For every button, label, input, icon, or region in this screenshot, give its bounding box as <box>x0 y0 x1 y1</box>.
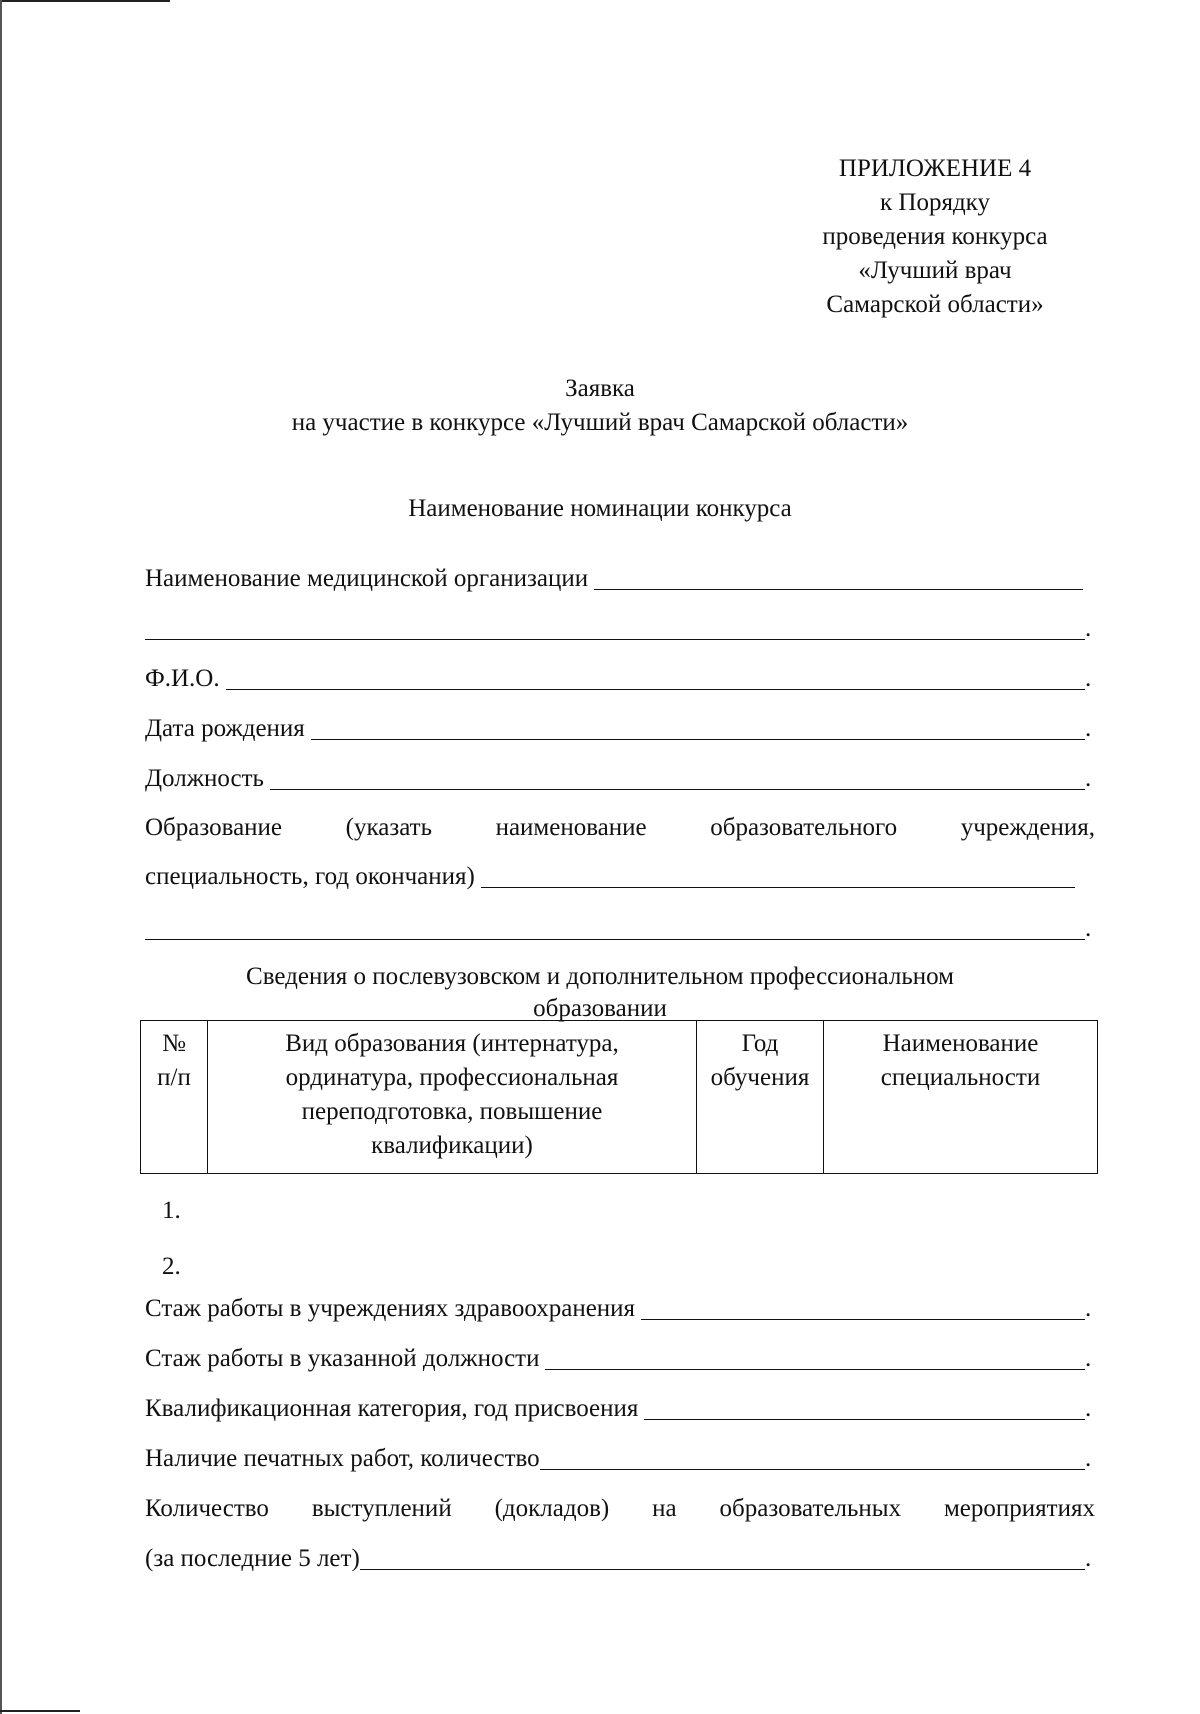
fio-input-line[interactable] <box>226 667 1085 690</box>
header-text: № <box>162 1030 186 1057</box>
category-label: Квалификационная категория, год присвоения <box>145 1395 639 1422</box>
header-text: Наименование <box>882 1030 1039 1057</box>
education-label-line <box>145 813 1095 843</box>
header-text: переподготовка, повышение <box>301 1098 603 1125</box>
appendix-line: проведения конкурса <box>822 223 1048 250</box>
talks-word: Количество <box>145 1495 269 1522</box>
publications-label: Наличие печатных работ, количество <box>145 1445 540 1472</box>
header-text: Вид образования (интернатура, <box>285 1030 619 1057</box>
category-input-line[interactable] <box>644 1397 1085 1420</box>
postgrad-heading: Сведения о послевузовском и дополнительном профессиональном <box>246 963 954 990</box>
education-field[interactable] <box>145 860 1095 892</box>
document-title: Заявка <box>565 375 635 402</box>
col-num-header <box>141 1021 208 1174</box>
appendix-block <box>780 152 1090 322</box>
col-type-header <box>208 1021 697 1174</box>
education-word: образовательного <box>710 814 898 841</box>
education-input-line[interactable] <box>481 865 1075 888</box>
organization-field[interactable] <box>145 562 1095 594</box>
education-label: специальность, год окончания) <box>145 863 475 890</box>
line-end-dot: . <box>1085 1445 1092 1472</box>
postgrad-table <box>140 1020 1098 1174</box>
education-word: (указать <box>345 814 432 841</box>
line-end-dot: . <box>1085 765 1092 792</box>
education-input-line-2[interactable] <box>145 917 1085 940</box>
fio-label: Ф.И.О. <box>145 665 220 692</box>
talks-label: (за последние 5 лет) <box>145 1545 360 1572</box>
organization-input-line-2[interactable] <box>145 617 1085 640</box>
organization-field-continuation[interactable] <box>145 612 1095 644</box>
appendix-title: ПРИЛОЖЕНИЕ 4 <box>838 155 1032 182</box>
col-year-header <box>697 1021 824 1174</box>
publications-field[interactable] <box>145 1442 1095 1474</box>
organization-input-line[interactable] <box>594 567 1083 590</box>
position-field[interactable] <box>145 762 1095 794</box>
talks-input-line[interactable] <box>360 1547 1085 1570</box>
talks-field[interactable] <box>145 1542 1095 1574</box>
talks-word: образовательных <box>719 1495 902 1522</box>
document-subtitle: на участие в конкурсе «Лучший врач Самарской области» <box>291 409 909 436</box>
education-word: Образование <box>145 814 283 841</box>
line-end-dot: . <box>1085 615 1092 642</box>
scan-edge-left <box>0 0 2 1714</box>
scan-edge-top <box>0 0 170 2</box>
talks-word: выступлений <box>311 1495 452 1522</box>
fio-field[interactable] <box>145 662 1095 694</box>
health-experience-input-line[interactable] <box>641 1297 1085 1320</box>
position-input-line[interactable] <box>270 767 1085 790</box>
table-header-row <box>141 1021 1098 1174</box>
line-end-dot: . <box>1085 715 1092 742</box>
birthdate-field[interactable] <box>145 712 1095 744</box>
category-field[interactable] <box>145 1392 1095 1424</box>
health-experience-label: Стаж работы в учреждениях здравоохранения <box>145 1295 636 1322</box>
education-word: наименование <box>495 814 647 841</box>
header-text: обучения <box>710 1064 810 1091</box>
birthdate-label: Дата рождения <box>145 715 305 742</box>
position-experience-field[interactable] <box>145 1342 1095 1374</box>
appendix-line: Самарской области» <box>826 291 1044 318</box>
health-experience-field[interactable] <box>145 1292 1095 1324</box>
position-experience-input-line[interactable] <box>545 1347 1085 1370</box>
line-end-dot: . <box>1085 1545 1092 1572</box>
line-end-dot: . <box>1085 915 1092 942</box>
header-text: ординатура, профессиональная <box>285 1064 619 1091</box>
line-end-dot: . <box>1085 1295 1092 1322</box>
position-label: Должность <box>145 765 264 792</box>
position-experience-label: Стаж работы в указанной должности <box>145 1345 540 1372</box>
col-specialty-header <box>824 1021 1098 1174</box>
talks-word: (докладов) <box>494 1495 610 1522</box>
list-item: 1. <box>162 1197 181 1224</box>
appendix-line: к Порядку <box>880 189 990 216</box>
talks-word: на <box>652 1495 677 1522</box>
header-text: квалификации) <box>371 1132 533 1159</box>
header-text: Год <box>741 1030 779 1057</box>
education-word: учреждения, <box>960 814 1095 841</box>
list-item: 2. <box>162 1253 181 1280</box>
appendix-line: «Лучший врач <box>858 257 1012 284</box>
header-text: п/п <box>157 1064 191 1091</box>
nomination-label: Наименование номинации конкурса <box>408 495 792 522</box>
birthdate-input-line[interactable] <box>311 717 1085 740</box>
postgrad-heading-line2: образовании <box>533 995 667 1022</box>
header-text: специальности <box>880 1064 1041 1091</box>
line-end-dot: . <box>1085 1395 1092 1422</box>
education-field-continuation[interactable] <box>145 912 1095 944</box>
talks-label-line <box>145 1494 1095 1524</box>
line-end-dot: . <box>1085 665 1092 692</box>
talks-word: мероприятиях <box>943 1495 1095 1522</box>
line-end-dot: . <box>1085 1345 1092 1372</box>
organization-label: Наименование медицинской организации <box>145 565 589 592</box>
scan-edge-bottom <box>0 1710 80 1712</box>
publications-input-line[interactable] <box>540 1447 1085 1470</box>
